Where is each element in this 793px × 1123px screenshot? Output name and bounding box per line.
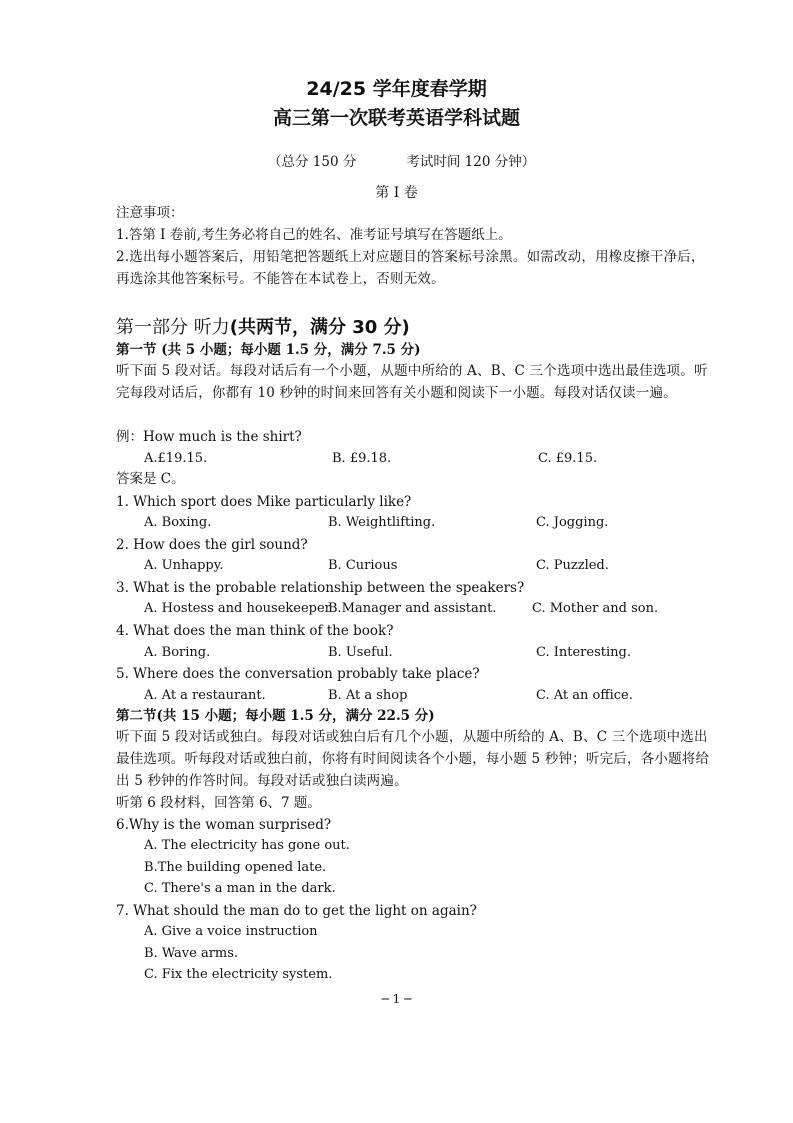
- exam-time: 考试时间 120 分钟）: [406, 154, 536, 170]
- part1-title-plain: 第一部分 听力: [116, 317, 230, 338]
- example-answer: 答案是 C。: [116, 471, 185, 487]
- notice-heading: 注意事项：: [116, 205, 184, 221]
- exam-meta: [268, 150, 535, 170]
- example-question: 例：How much is the shirt?: [116, 429, 302, 445]
- section2-instructions: 听下面 5 段对话或独白。每段对话或独白后有几个小题，从题中所给的 A、B、C 三个选项中选出最佳选项。听每段对话或独白前，你将有时间阅读各个小题，每小题 5 秒钟；听完后，各小题将给出 5 秒钟的作答时间。每段对话或独白读两遍。: [116, 729, 710, 789]
- exam-title-line2: 高三第一次联考英语学科试题: [272, 107, 520, 129]
- example-option-b: B. £9.18.: [332, 451, 392, 466]
- question-7: 7. What should the man do to get the light on again?: [116, 903, 477, 919]
- q7-option-c: C. Fix the electricity system.: [144, 967, 333, 982]
- question-2: 2. How does the girl sound?: [116, 537, 308, 553]
- question-4: 4. What does the man think of the book?: [116, 623, 394, 639]
- q1-option-c: C. Jogging.: [536, 515, 609, 530]
- material-6-prompt: 听第 6 段材料，回答第 6、7 题。: [116, 795, 321, 811]
- question-5: 5. Where does the conversation probably take place?: [116, 666, 480, 682]
- example-option-c: C. £9.15.: [538, 451, 598, 466]
- notice-item-2: 2.选出每小题答案后，用铅笔把答题纸上对应题目的答案标号涂黑。如需改动，用橡皮擦干净后，再选涂其他答案标号。不能答在本试卷上，否则无效。: [116, 249, 705, 287]
- question-1: 1. Which sport does Mike particularly like?: [116, 494, 412, 510]
- part1-title: [116, 313, 410, 339]
- example-option-a: A.£19.15.: [144, 451, 208, 466]
- q5-option-c: C. At an office.: [536, 688, 633, 703]
- q3-option-b: B.Manager and assistant.: [328, 601, 497, 616]
- volume-label: 第 I 卷: [375, 185, 418, 201]
- q2-option-c: C. Puzzled.: [536, 558, 609, 573]
- q4-option-b: B. Useful.: [328, 645, 393, 660]
- page-number: ─ 1 ─: [381, 992, 412, 1006]
- q2-option-a: A. Unhappy.: [144, 558, 224, 573]
- exam-title-line1: 24/25 学年度春学期: [306, 78, 487, 100]
- section2-heading: 第二节(共 15 小题；每小题 1.5 分，满分 22.5 分): [116, 708, 435, 724]
- section1-instructions: 听下面 5 段对话。每段对话后有一个小题，从题中所给的 A、B、C 三个选项中选出最佳选项。听完每段对话后，你都有 10 秒钟的时间来回答有关小题和阅读下一小题。每段对话仅读一遍。: [116, 363, 708, 401]
- q6-option-c: C. There's a man in the dark.: [144, 881, 336, 896]
- total-score: （总分 150 分: [268, 154, 357, 170]
- q3-option-a: A. Hostess and housekeeper: [144, 601, 331, 616]
- part1-title-bold: (共两节，满分 30 分): [229, 317, 410, 338]
- q6-option-a: A. The electricity has gone out.: [144, 838, 350, 853]
- q5-option-b: B. At a shop: [328, 688, 408, 703]
- q3-option-c: C. Mother and son.: [532, 601, 659, 616]
- q7-option-a: A. Give a voice instruction: [144, 924, 318, 939]
- notice-item-1: 1.答第 I 卷前,考生务必将自己的姓名、准考证号填写在答题纸上。: [116, 227, 512, 243]
- question-6: 6.Why is the woman surprised?: [116, 817, 332, 833]
- q1-option-a: A. Boxing.: [144, 515, 212, 530]
- section1-heading: 第一节 (共 5 小题；每小题 1.5 分，满分 7.5 分): [116, 342, 421, 358]
- q5-option-a: A. At a restaurant.: [144, 688, 266, 703]
- q7-option-b: B. Wave arms.: [144, 946, 239, 961]
- question-3: 3. What is the probable relationship between the speakers?: [116, 580, 525, 596]
- q4-option-c: C. Interesting.: [536, 645, 631, 660]
- q4-option-a: A. Boring.: [144, 645, 211, 660]
- q1-option-b: B. Weightlifting.: [328, 515, 436, 530]
- q6-option-b: B.The building opened late.: [144, 860, 327, 875]
- q2-option-b: B. Curious: [328, 558, 398, 573]
